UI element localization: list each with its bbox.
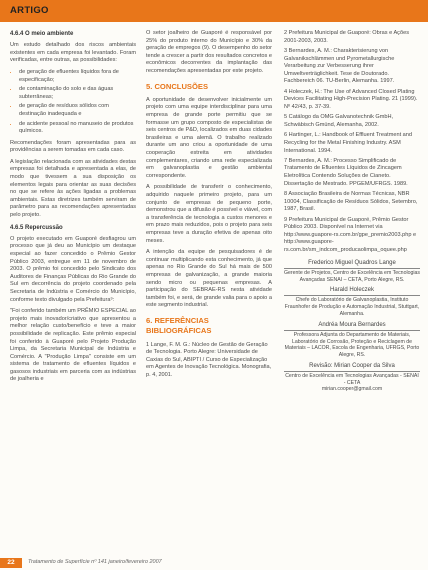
author-affiliation: Gerente de Projetos, Centro de Excelência em Tecnologias Avançadas SENAI – CETA, Porto Alegre, RS. (284, 269, 421, 283)
column-1 (10, 30, 136, 388)
paragraph: Recomendações foram apresentadas para as providências a serem tomadas em cada caso. (10, 139, 136, 154)
reference-item: 5 Catálogo da OMG Galvanotechnik GmbH, Schwäbisch Gmünd, Alemanha, 2002. (284, 114, 394, 128)
bullet-item: • de acidente pessoal no manuseio de produtos químicos. (19, 121, 136, 136)
section-header-bar (0, 0, 428, 22)
author-affiliation: Professora Adjunta do Departamento de Materiais, Laboratório de Corrosão, Proteção e Reciclagem de Materiais – LACOR, Escola de Engenharia, UFRGS, Porto Alegre, RS. (284, 331, 420, 359)
quote-paragraph: "Foi conferido também um PRÊMIO ESPECIAL ao projeto mais inovador/criativo que apresentou a melhor relação custo/benefício e teve a maior possibilidade de replicação. Este prêmio especial foi conferido à Guaporé pelo Projeto Produção Limpa, da Secretaria Municipal de Indústria e Comércio. A "Produção Limpa" consiste em um sistema de tratamento de efluentes líquidos e gasosos industriais em parceria com as indústrias de joalheria e (10, 308, 136, 383)
journal-title: Tratamento de Superfície nº 141 janeiro/fevereiro 2007 (28, 559, 162, 565)
risk-bullet-list (10, 69, 136, 136)
author-name: Frederico Miguel Quadros Lange (284, 259, 420, 269)
reference-item: 9 Prefeitura Municipal de Guaporé, Prêmio Gestor Público 2003. Disponível na Internet via http://www.guapore-rs.com.br/gpe_premio2003.php e http://www.guapore-rs.com.br/sm_indcom_producaolimpa_oquee.php (284, 216, 417, 254)
paragraph: A possibilidade de transferir o conhecimento, adquirido naquele primeiro projeto, para um conjunto de empresas de pequeno porte, demonstrou que a difusão é possível e viável, com a transferência de tecnologia a custos menores e em prazo mais reduzidos, pois o projeto para seis empresas teve a duração efetiva de apenas oito meses. (146, 184, 272, 244)
subsection-heading: 4.6.4 O meio ambiente (10, 31, 74, 37)
paragraph: A legislação relacionada com as atividades destas empresas foi detalhada e apresentada a elas, de modo que tivessem a sua disposição os elementos legais para orientar as suas decisões no que se refere às ações ligadas a problemas ambientais. Estas diretrizes também serviram de parâmetro para as recomendações apresentadas pelo projeto. (10, 158, 136, 219)
author-name: Andréa Moura Bernardes (284, 321, 420, 331)
paragraph: A oportunidade de desenvolver inicialmente um projeto com uma equipe interdisciplinar para uma empresa de grande porte permitiu que se formasse um grupo composto de especialistas de seis centros de P&D, localizados em duas cidades brasileiras e uma alemã. O trabalho realizado durante um ano criou a oportunidade de uma cooperação estreita em atividades complementares, criando uma rede especializada em galvanoplastia e gestão ambiental correspondente. (146, 96, 272, 179)
subsection-heading: 4.6.5 Repercussão (10, 224, 63, 231)
author-block (284, 321, 420, 359)
reference-list (146, 342, 272, 380)
column-2 (146, 30, 272, 384)
reviewer-name: Revisão: Mirian Cooper da Silva (284, 362, 420, 372)
author-block (284, 362, 420, 394)
bullet-item: • de geração de efluentes líquidos fora de especificação; (19, 69, 136, 84)
bullet-item: • de contaminação do solo e das águas subterrâneas; (19, 86, 136, 101)
author-name: Harald Holeczek (284, 286, 420, 296)
reference-item: 6 Hartinger, L.: Handbook of Effluent Treatment and Recycling for the Metal Finishing Industry. ASM International. 1994. (284, 132, 413, 154)
author-affiliation: Chefe do Laboratório de Galvanoplastia, Instituto Fraunhofer de Produção e Automação Industrial, Stuttgart, Alemanha. (284, 297, 420, 317)
author-block (284, 286, 420, 317)
section-heading: 5. CONCLUSÕES (146, 81, 209, 91)
column-3 (284, 30, 420, 394)
reference-item: 7 Bernardes, A. M.: Processo Simplificado de Tratamento de Efluentes Líquidos de Zincagem Eletrolítica Contendo Soluções de Cianeto. Dissertação de Mestrado. PPGEM/UFRGS. 1989. (284, 157, 408, 187)
paragraph: O setor joalheiro de Guaporé é responsável por 25% do produto interno do Município e 30% da geração de empregos (9). O desempenho do setor tende a crescer a partir dos resultados concretos e econômicos decorrentes da implantação das recomendações apresentadas por este projeto. (146, 30, 272, 74)
reference-item: 4 Holeczek, H.: The Use of Advanced Closed Plating Devices Facilitating High-Precision Plating. 21 (1999). Nº 42/43, p. 37-39. (284, 88, 418, 110)
page-footer (0, 558, 428, 570)
paragraph: O projeto executado em Guaporé desfiagrou um processo que já deu ao Município um destaque especial ao fazer concedido o Prêmio Gestor Público 2003, entregue em 11 de novembro de 2003. O prêmio foi concedido pelo Sindicato dos Auditores de Finanças Públicas do Rio Grande do Sul em decorrência do projeto coordenado pela Secretaria de Indústria e Comércio do Município, conforme texto divulgado pela Prefeitura⁹: (10, 235, 136, 303)
reference-item: 2 Prefeitura Municipal de Guaporé: Obras e Ações 2001-2003, 2003. (284, 30, 409, 44)
reference-item: 3 Bernardes, A. M.: Charakterisierung von Galvanikschlämmen und Pyrometallurgische Verarbeitung zur Verbesserung ihrer Umweltverträglichkeit. Tese de Doutorado. Fachbereich 06. TU-Berlin, Alemanha. 1997. (284, 47, 395, 85)
author-block (284, 259, 420, 284)
reference-list (284, 30, 420, 255)
paragraph: A intenção da equipe de pesquisadores é de continuar multiplicando esta conhecimento, já que apenas no Rio Grande do Sul há mais de 500 empresas de galvanização, a grande maioria sendo micro ou pequenas empresas. A participação do SEBRAE-RS nesta atividade também foi, e será, de grande valia para o apoio a este segmento industrial. (146, 249, 272, 309)
reference-item: 1 Lange, F. M. G.: Núcleo de Gestão de Geração de Tecnologia. Porto Alegre: Universidade de Caxias do Sul, ABIPTI / Curso de Especialização em Agentes de Inovação Tecnológica. Monografia, p. 4, 2001. (146, 341, 272, 378)
reviewer-affiliation: Centro de Excelência em Tecnologias Avançadas - SENAI - CETA (285, 372, 419, 386)
bullet-item: • de geração de resíduos sólidos com destinação inadequada e (19, 103, 136, 118)
reference-item: 8 Associação Brasileira de Normas Técnicas, NBR 10004, Classificação de Resíduos Sólidos, Setembro, 1987, Brasil. (284, 191, 418, 213)
paragraph: Um estudo detalhado dos riscos ambientais existentes em cada empresa foi levantado. Foram verificadas, entre outras, as possibilidades: (10, 42, 136, 64)
page-number: 22 (0, 558, 22, 568)
section-label: ARTIGO (10, 5, 49, 16)
contact-email[interactable]: mirian.cooper@gmail.com (321, 386, 383, 393)
section-heading: 6. REFERÊNCIAS BIBLIOGRÁFICAS (146, 315, 212, 336)
